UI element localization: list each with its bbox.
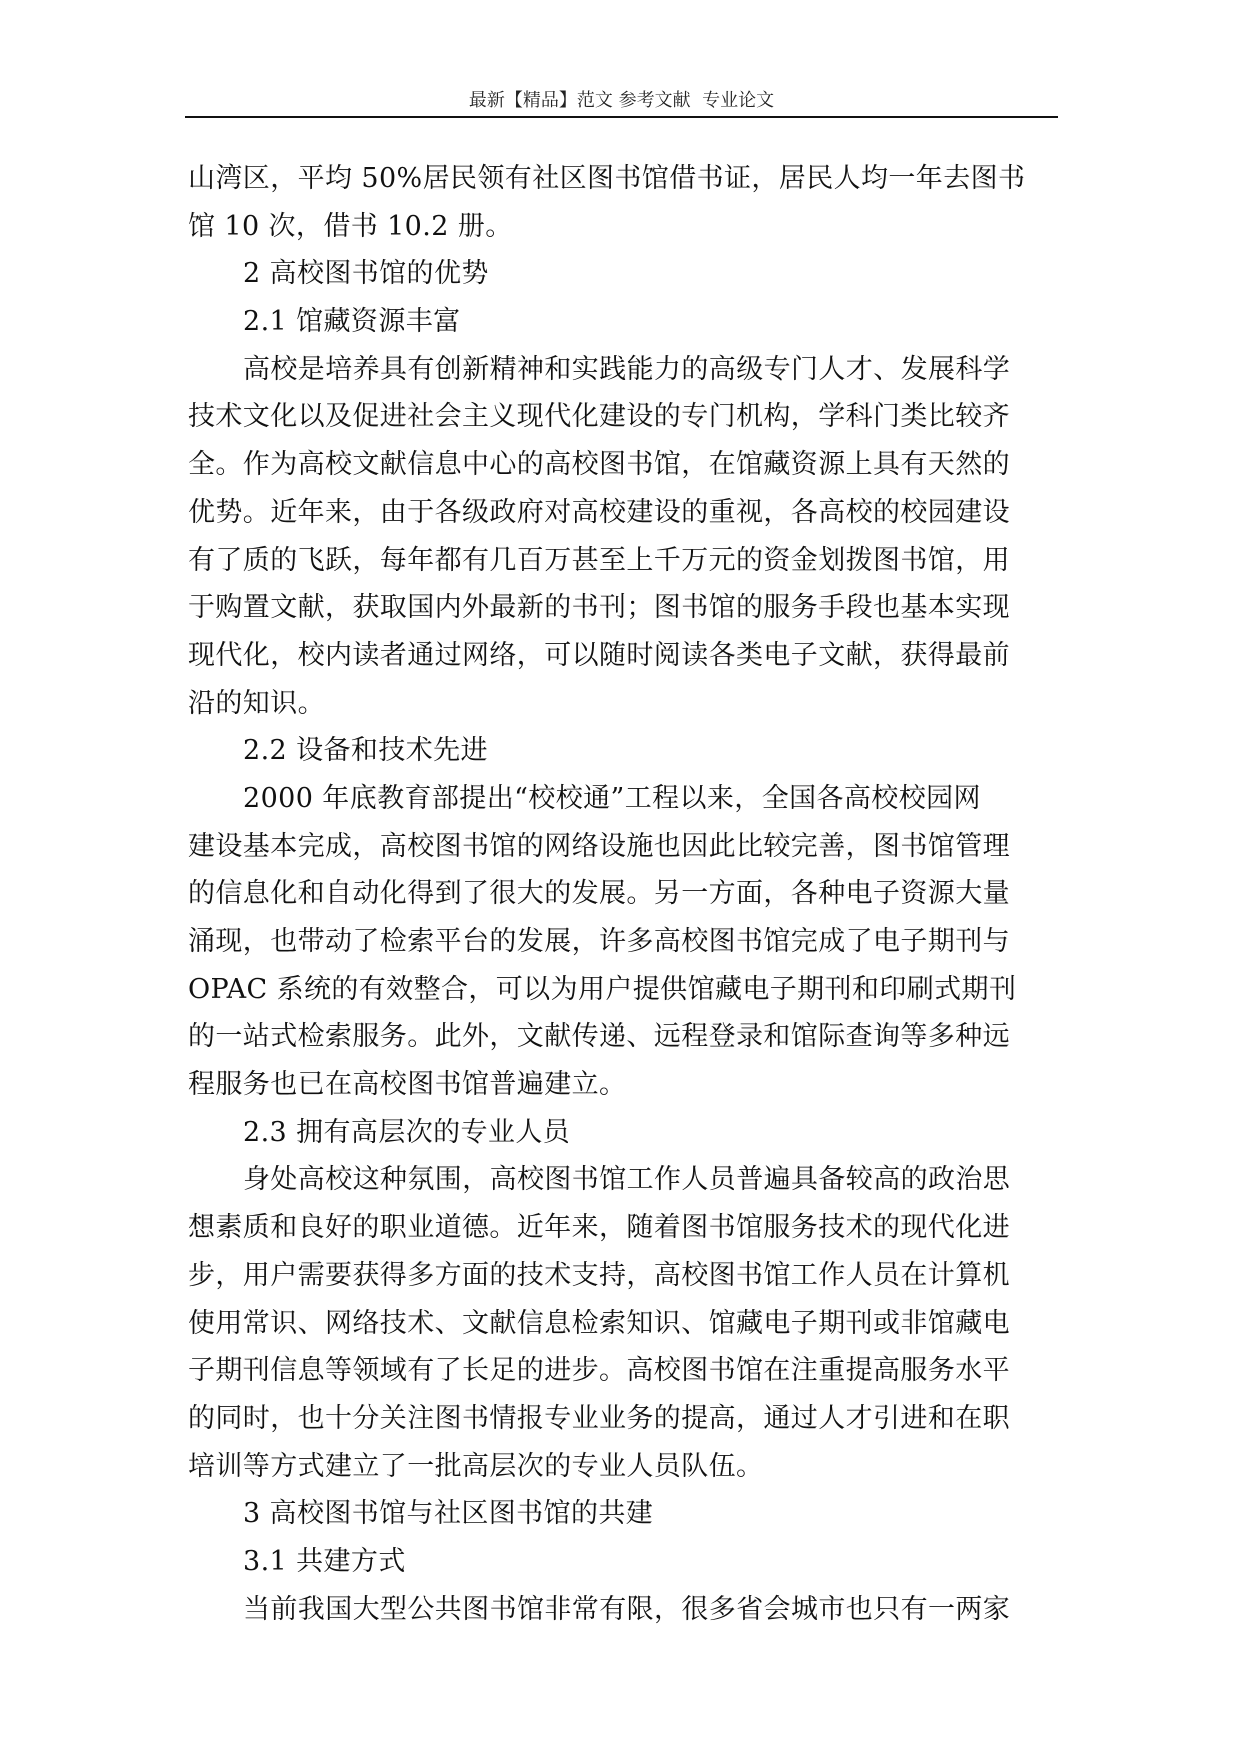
subsection-heading: 3.1 共建方式 bbox=[243, 1545, 406, 1577]
header-rule bbox=[185, 116, 1058, 118]
body-line: 建设基本完成，高校图书馆的网络设施也因此比较完善，图书馆管理 bbox=[188, 830, 1010, 862]
body-line: 山湾区，平均 50%居民领有社区图书馆借书证，居民人均一年去图书 bbox=[188, 163, 1026, 194]
body-line: 的信息化和自动化得到了很大的发展。另一方面，各种电子资源大量 bbox=[188, 878, 1010, 910]
body-line: 程服务也已在高校图书馆普遍建立。 bbox=[188, 1069, 627, 1101]
body-line: 现代化，校内读者通过网络，可以随时阅读各类电子文献，获得最前 bbox=[188, 639, 1010, 671]
body-line: 有了质的飞跃，每年都有几百万甚至上千万元的资金划拨图书馆，用 bbox=[188, 544, 1010, 576]
subsection-heading: 2.3 拥有高层次的专业人员 bbox=[243, 1116, 571, 1148]
section-heading: 2 高校图书馆的优势 bbox=[243, 258, 489, 290]
body-line: 技术文化以及促进社会主义现代化建设的专门机构，学科门类比较齐 bbox=[188, 401, 1010, 433]
body-line: 于购置文献，获取国内外最新的书刊；图书馆的服务手段也基本实现 bbox=[188, 592, 1010, 624]
body-line: 培训等方式建立了一批高层次的专业人员队伍。 bbox=[188, 1450, 764, 1482]
body-line: 子期刊信息等领域有了长足的进步。高校图书馆在注重提高服务水平 bbox=[188, 1355, 1010, 1387]
body-line: 优势。近年来，由于各级政府对高校建设的重视，各高校的校园建设 bbox=[188, 496, 1010, 528]
document-body bbox=[188, 155, 1058, 1633]
body-line: OPAC 系统的有效整合，可以为用户提供馆藏电子期刊和印刷式期刊 bbox=[188, 973, 1017, 1005]
body-line: 2000 年底教育部提出“校校通”工程以来，全国各高校校园网 bbox=[243, 782, 981, 814]
body-line: 的一站式检索服务。此外，文献传递、远程登录和馆际查询等多种远 bbox=[188, 1021, 1010, 1053]
body-line: 使用常识、网络技术、文献信息检索知识、馆藏电子期刊或非馆藏电 bbox=[188, 1307, 1010, 1339]
body-line: 涌现，也带动了检索平台的发展，许多高校图书馆完成了电子期刊与 bbox=[188, 926, 1010, 957]
body-line: 步，用户需要获得多方面的技术支持，高校图书馆工作人员在计算机 bbox=[188, 1259, 1010, 1291]
subsection-heading: 2.2 设备和技术先进 bbox=[243, 735, 488, 767]
page-header: 最新【精品】范文 参考文献 专业论文 bbox=[468, 90, 775, 111]
body-line: 的同时，也十分关注图书情报专业业务的提高，通过人才引进和在职 bbox=[188, 1402, 1010, 1434]
body-line: 馆 10 次，借书 10.2 册。 bbox=[188, 210, 513, 242]
body-line: 沿的知识。 bbox=[188, 687, 325, 719]
body-line: 高校是培养具有创新精神和实践能力的高级专门人才、发展科学 bbox=[243, 353, 1011, 385]
body-line: 身处高校这种氛围，高校图书馆工作人员普遍具备较高的政治思 bbox=[243, 1164, 1011, 1196]
subsection-heading: 2.1 馆藏资源丰富 bbox=[243, 306, 461, 338]
section-heading: 3 高校图书馆与社区图书馆的共建 bbox=[243, 1498, 654, 1530]
body-line: 当前我国大型公共图书馆非常有限，很多省会城市也只有一两家 bbox=[243, 1593, 1011, 1625]
body-line: 全。作为高校文献信息中心的高校图书馆，在馆藏资源上具有天然的 bbox=[188, 449, 1010, 481]
body-line: 想素质和良好的职业道德。近年来，随着图书馆服务技术的现代化进 bbox=[188, 1212, 1010, 1244]
